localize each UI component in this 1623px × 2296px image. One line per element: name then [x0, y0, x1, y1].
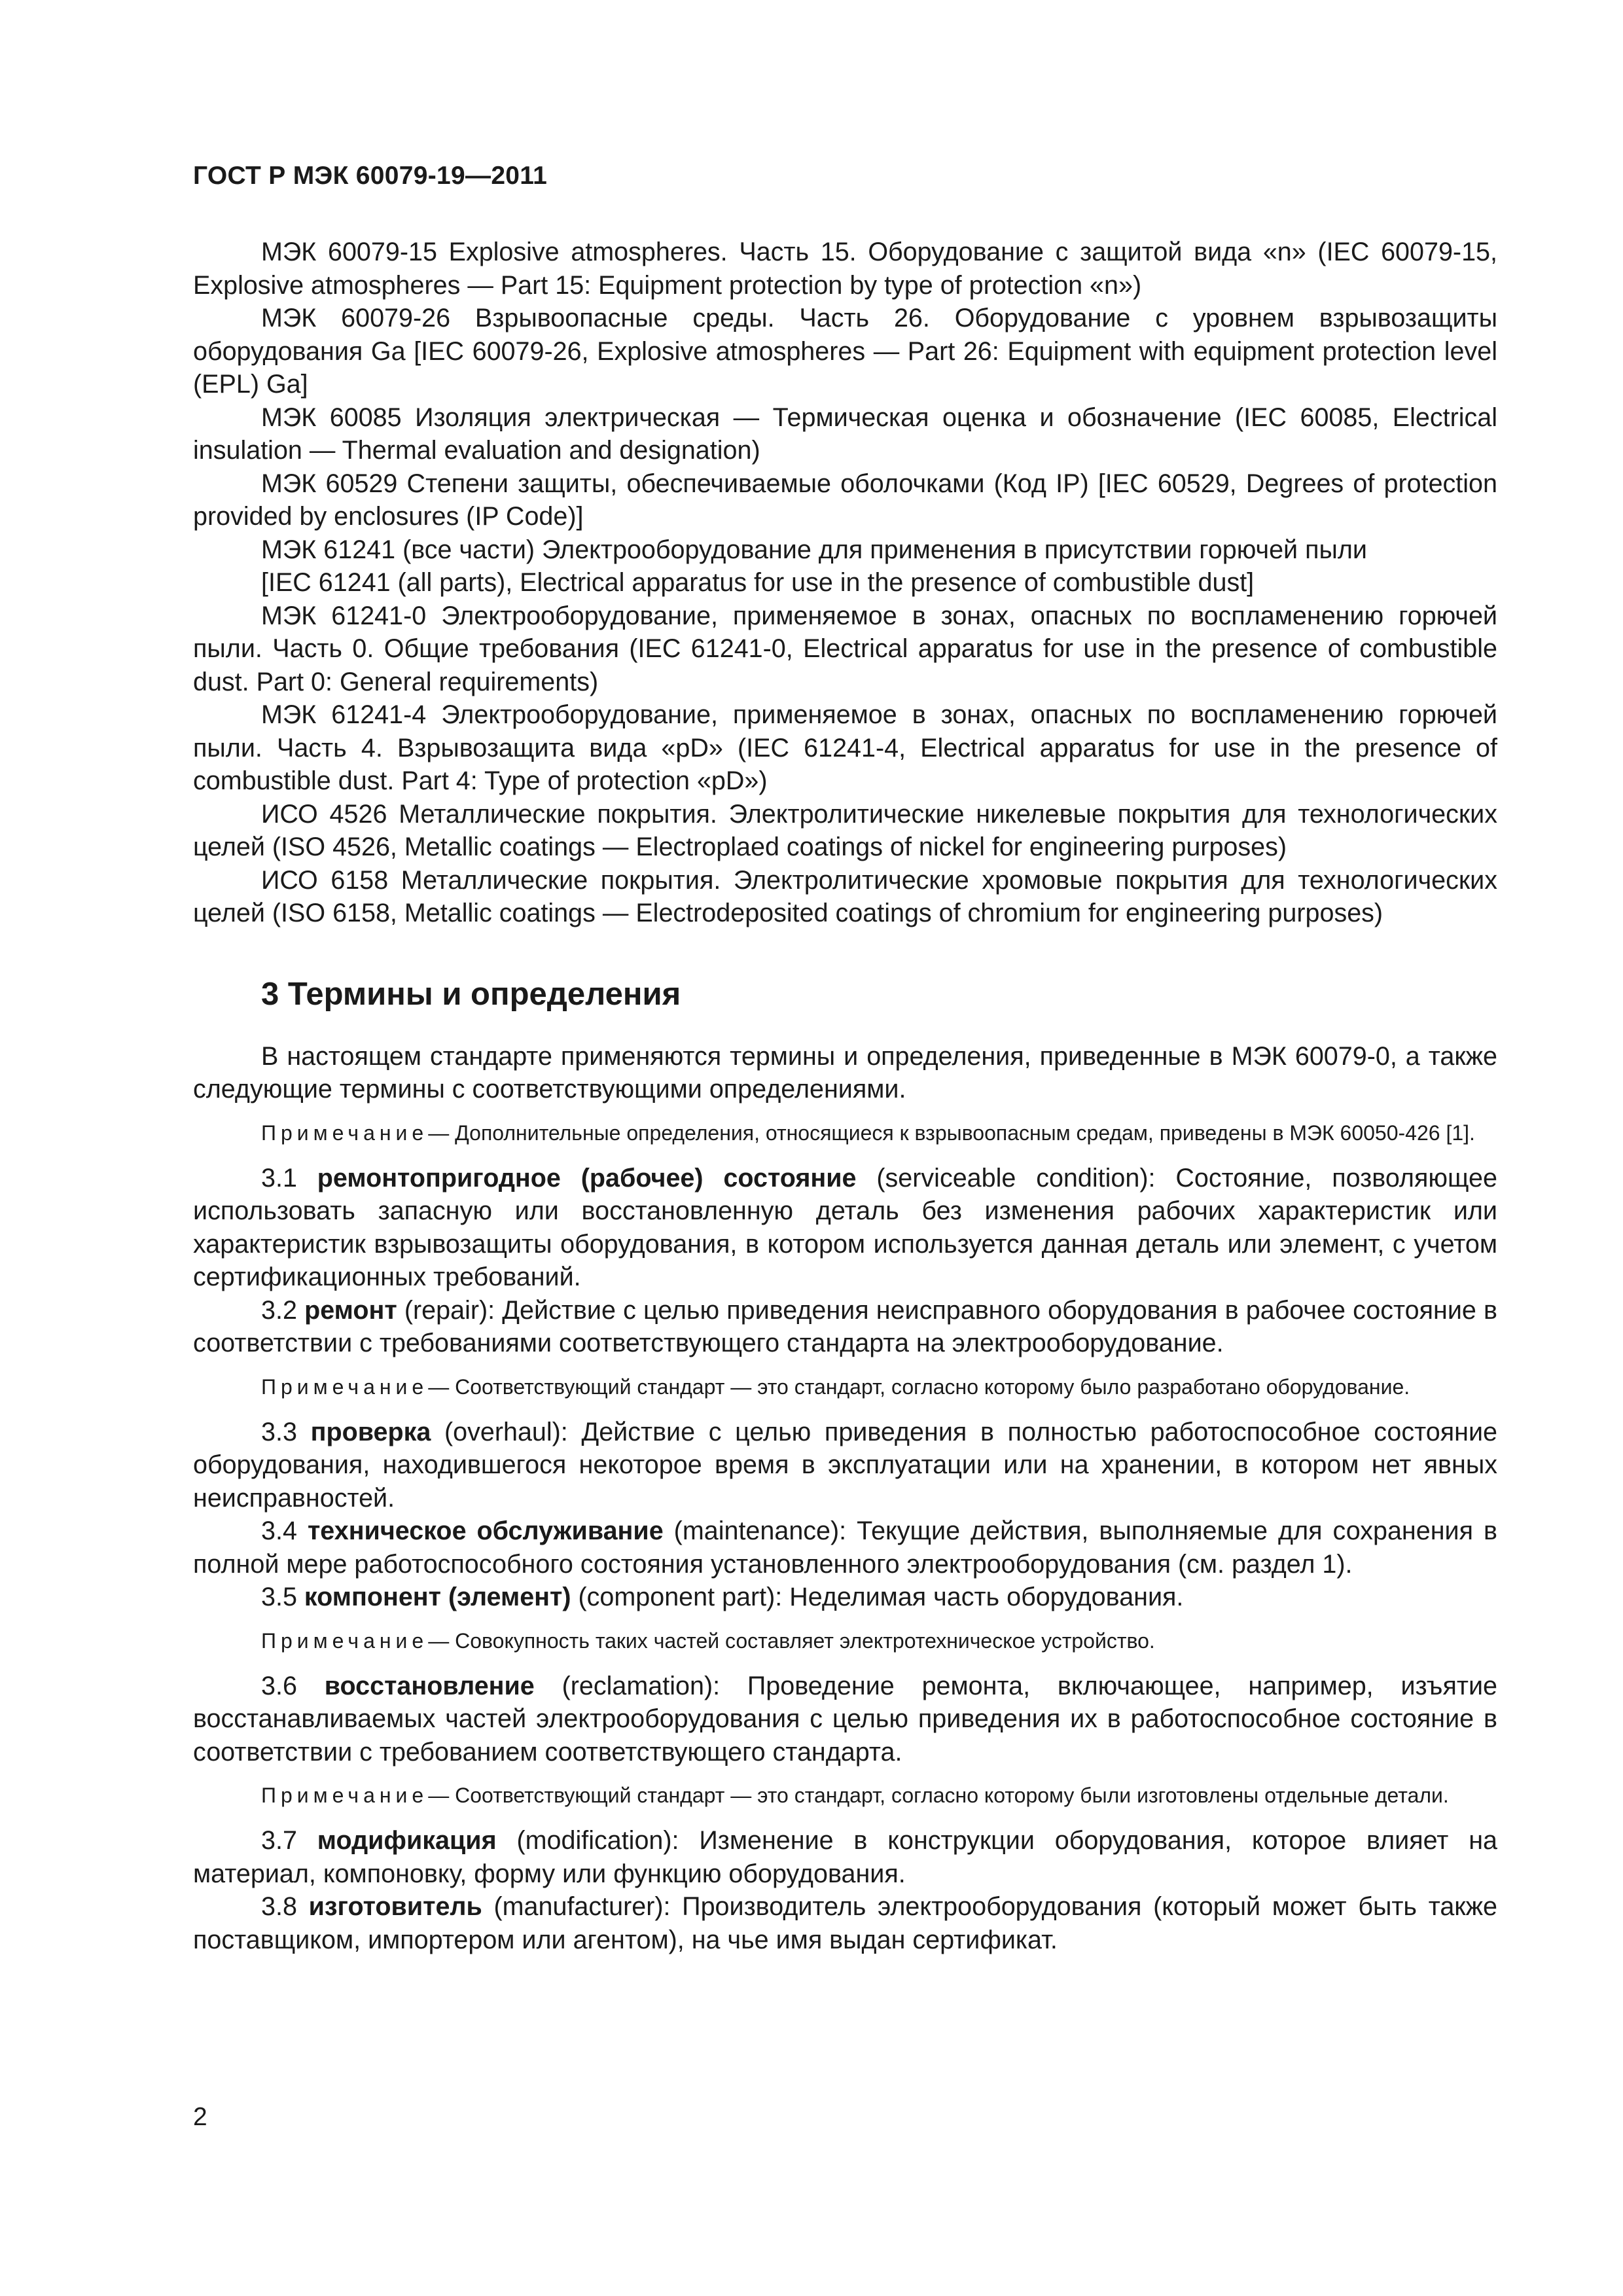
note-label: Примечание [261, 1121, 429, 1145]
term-definition: 3.6 восстановление (reclamation): Проведение ремонта, включающее, например, изъятие восстанавливаемых частей электрооборудования с целью приведения их в работоспособное состояние в соответствии с требованием соответствующего стандарта. [193, 1671, 1497, 1767]
term-name: модификация [317, 1826, 497, 1855]
note-label: Примечание [261, 1784, 429, 1807]
term-definition: 3.4 техническое обслуживание (maintenance): Текущие действия, выполняемые для сохранения в полной мере работоспособного состояния установленного электрооборудования (см. раздел 1). [193, 1516, 1497, 1579]
references-list [193, 236, 1497, 930]
term-name: проверка [310, 1417, 431, 1446]
reference-item: МЭК 61241-0 Электрооборудование, применяемое в зонах, опасных по воспламенению горючей пыли. Часть 0. Общие требования (IEC 61241-0, Electrical apparatus for use in the presence of combustible dust. Part 0: General requirements) [193, 601, 1497, 696]
term-name: восстановление [324, 1671, 535, 1700]
term-definition: 3.8 изготовитель (manufacturer): Производитель электрооборудования (который может быть также поставщиком, импортером или агентом), на чье имя выдан сертификат. [193, 1892, 1497, 1954]
reference-item: МЭК 60079-15 Explosive atmospheres. Часть 15. Оборудование с защитой вида «n» (IEC 60079-15, Explosive atmospheres — Part 15: Equipment protection by type of protection «n») [193, 238, 1497, 300]
term-definition: 3.2 ремонт (repair): Действие с целью приведения неисправного оборудования в рабочее состояние в соответствии с требованиями соответствующего стандарта на электрооборудование. [193, 1295, 1497, 1357]
note-text: — Совокупность таких частей составляет электротехническое устройство. [428, 1628, 1155, 1653]
section-heading: 3 Термины и определения [261, 976, 681, 1012]
term-name: компонент (элемент) [304, 1583, 571, 1611]
note-label: Примечание [261, 1628, 429, 1653]
note [193, 1627, 1497, 1655]
reference-item: ИСО 4526 Металлические покрытия. Электролитические никелевые покрытия для технологических целей (ISO 4526, Metallic coatings — Electroplaed coatings of nickel for engineering purposes) [193, 799, 1497, 861]
note [193, 1119, 1497, 1147]
document-header: ГОСТ Р МЭК 60079-19—2011 [193, 162, 548, 190]
note-text: — Соответствующий стандарт — это стандарт, согласно которому были изготовлены отдельные детали. [428, 1784, 1449, 1807]
term-name: техническое обслуживание [307, 1516, 664, 1545]
note-text: — Дополнительные определения, относящиеся к взрывоопасным средам, приведены в МЭК 60050-426 [1]. [428, 1121, 1475, 1145]
term-name: ремонтопригодное (рабочее) состояние [317, 1163, 857, 1193]
page-content [193, 236, 1497, 1956]
note-text: — Соответствующий стандарт — это стандарт, согласно которому было разработано оборудование. [428, 1374, 1410, 1399]
note [193, 1782, 1497, 1810]
reference-item: МЭК 60529 Степени защиты, обеспечиваемые оболочками (Код IP) [IEC 60529, Degrees of protection provided by enclosures (IP Code)] [193, 469, 1497, 531]
reference-item: МЭК 61241-4 Электрооборудование, применяемое в зонах, опасных по воспламенению горючей пыли. Часть 4. Взрывозащита вида «pD» (IEC 61241-4, Electrical apparatus for use in the presence of combustible dust. Part 4: Type of protection «pD») [193, 700, 1497, 795]
term-definition: 3.1 ремонтопригодное (рабочее) состояние (serviceable condition): Состояние, позволяющее использовать запасную или восстановленную деталь без изменения рабочих характеристик или характеристик взрывозащиты оборудования, в котором используется данная деталь или элемент, с учетом сертификационных требований. [193, 1163, 1497, 1291]
reference-item: МЭК 61241 (все части) Электрооборудование для применения в присутствии горючей пыли [261, 535, 1367, 564]
term-definition: 3.3 проверка (overhaul): Действие с целью приведения в полностью работоспособное состояние оборудования, находившегося некоторое время в эксплуатации или на хранении, в котором нет явных неисправностей. [193, 1417, 1497, 1513]
section-intro: В настоящем стандарте применяются термины и определения, приведенные в МЭК 60079-0, а также следующие термины с соответствующими определениями. [193, 1041, 1497, 1103]
reference-item: МЭК 60079-26 Взрывоопасные среды. Часть 26. Оборудование с уровнем взрывозащиты оборудования Ga [IEC 60079-26, Explosive atmospheres — Part 26: Equipment with equipment protection level (EPL) Ga] [193, 304, 1497, 399]
term-name: ремонт [304, 1295, 397, 1325]
term-definition: 3.7 модификация (modification): Изменение в конструкции оборудования, которое влияет на материал, компоновку, форму или функцию оборудования. [193, 1826, 1497, 1888]
reference-item: МЭК 60085 Изоляция электрическая — Термическая оценка и обозначение (IEC 60085, Electrical insulation — Thermal evaluation and designation) [193, 403, 1497, 465]
term-name: изготовитель [308, 1892, 482, 1921]
reference-item: ИСО 6158 Металлические покрытия. Электролитические хромовые покрытия для технологических целей (ISO 6158, Metallic coatings — Electrodeposited coatings of chromium for engineering purposes) [193, 865, 1497, 927]
reference-item: [IEC 61241 (all parts), Electrical apparatus for use in the presence of combustible dust] [261, 568, 1255, 597]
note-label: Примечание [261, 1374, 429, 1399]
term-definition: 3.5 компонент (элемент) (component part): Неделимая часть оборудования. [261, 1583, 1184, 1611]
note [193, 1373, 1497, 1401]
page-number: 2 [193, 2103, 207, 2131]
